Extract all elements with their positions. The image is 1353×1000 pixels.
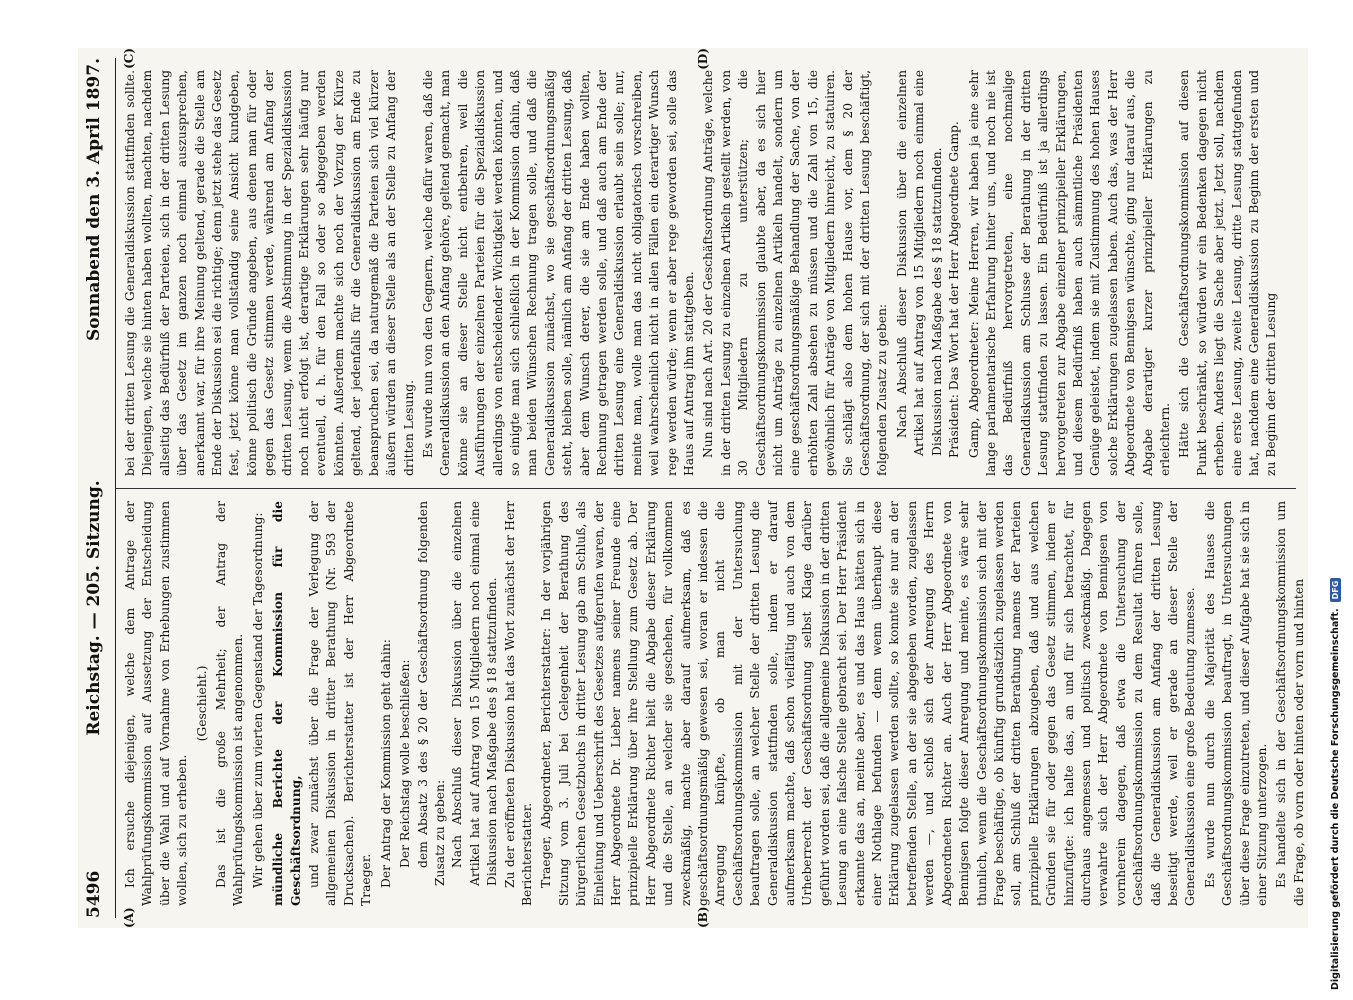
paragraph: Nach Abschluß dieser Diskussion über die einzelnen Artikel hat auf Antrag von 15 Mitgliedern noch einmal eine Diskussion nach Maßgabe des § 18 stattzufinden. xyxy=(894,70,944,456)
agenda-heading: mündliche Berichte der Kommission für die Geschäftsordnung, xyxy=(270,501,303,906)
paragraph: Der Antrag der Kommission geht dahin: xyxy=(378,639,393,888)
paragraph: Der Reichstag wolle beschließen: xyxy=(398,659,413,868)
dfg-logo: DFG xyxy=(1330,578,1341,603)
page-header xyxy=(84,58,116,918)
margin-marker-b: (B) xyxy=(696,906,710,928)
page-number: 5496 xyxy=(84,870,104,918)
paragraph: Es wurde nun von den Gegnern, welche dafür waren, daß die Generaldiskussion an den Anfang gehöre, geltend gemacht, man könne sie an dieser Stelle nicht entbehren, weil die Ausführungen der einzelnen Parteien für die Spezialdiskussion allerdings von entscheidender Wichtigkeit werden könnten, und so einigte man sich schließlich in der Kommission dahin, daß man beiden Wünschen Rechnung tragen solle, und daß die Generaldiskussion zunächst, wo sie geschäftsordnungsmäßig steht, bleiben solle, nämlich am Anfang der dritten Lesung, daß aber dem Wunsch derer, die sie am Ende haben wollten, Rechnung getragen werden solle, und daß auch am Ende der dritten Lesung eine Generaldiskussion erlaubt sein solle; nur, meinte man, wolle man das nicht obligatorisch vorschreiben, weil wahrscheinlich nicht in allen Fällen ein derartiger Wunsch rege werden würde; wenn er aber rege geworden sei, solle das Haus auf Antrag ihm stattgeben. xyxy=(420,70,696,476)
paragraph: (Geschieht.) xyxy=(194,665,209,742)
paragraph: Es wurde nun durch die Majorität des Hauses die Geschäftsordnungskommission beauftragt, in Untersuchungen über diese Frage einzutreten, und dieser Aufgabe hat sie sich in einer Sitzung unterzogen. xyxy=(1202,501,1269,906)
paragraph: Nun sind nach Art. 20 der Geschäftsordnung Anträge, welche in der dritten Lesung zu einzelnen Artikeln gestellt werden, von 30 Mitgliedern zu unterstützen; die Geschäftsordnungskommission glaubte aber, da es sich hier nicht um Anträge zu einzelnen Artikeln handelt, sondern um eine geschäftsordnungsmäßige Behandlung der Sache, von der erhöhten Zahl absehen zu müssen und die Zahl von 15, die gewöhnlich für Anträge von Mitgliedern hinreicht, zu statuiren. Sie schlägt also dem hohen Hause vor, dem § 20 der Geschäftsordnung, der sich mit der dritten Lesung beschäftigt, folgenden Zusatz zu geben: xyxy=(701,70,890,476)
margin-marker-a: (A) xyxy=(122,907,136,928)
paragraph: Das ist die große Mehrheit; der Antrag der Wahlprüfungskommission ist angenommen. xyxy=(214,501,246,906)
paragraph: Ich ersuche diejenigen, welche dem Antrage der Wahlprüfungskommission auf Aussetzung der Entscheidung über die Wahl und auf Vornahme von Erhebungen zustimmen wollen, sich zu erheben. xyxy=(123,501,190,906)
right-column xyxy=(116,58,1296,488)
paragraph: Zu der eröffneten Diskussion hat das Wort zunächst der Herr Berichterstatter. xyxy=(502,501,534,906)
paragraph: und zwar zunächst über die Frage der Verlegung der allgemeinen Diskussion in dritter Berathung (Nr. 593 der Drucksachen). Berichterstatter ist der Herr Abgeordnete Traeger. xyxy=(307,501,374,906)
margin-marker-d: (D) xyxy=(696,48,710,70)
paragraph: dem Absatz 3 des § 20 der Geschäftsordnung folgenden Zusatz zu geben: xyxy=(415,501,447,886)
page-title: Reichstag. — 205. Sitzung. xyxy=(84,480,104,736)
digitization-credit xyxy=(1330,578,1341,990)
text-columns xyxy=(116,48,1306,928)
speech-paragraph: Gamp, Abgeordneter: Meine Herren, wir haben ja eine sehr lange parlamentarische Erfahrung hinter uns, und noch nie ist das Bedürfniß hervorgetreten, eine nochmalige Generaldiskussion am Schlusse der Berathung in der dritten Lesung stattfinden zu lassen. Ein Bedürfniß ist ja allerdings hervorgetreten zur Abgabe einzelner prinzipieller Erklärungen, und diesem Bedürfniß haben auch sämmtliche Präsidenten Genüge geleistet, indem sie mit Zustimmung des hohen Hauses solche Erklärungen zugelassen haben. Auch das, was der Herr Abgeordnete von Bennigsen wünschte, ging nur darauf aus, die Abgabe derartiger kurzer prinzipieller Erklärungen zu erleichtern. xyxy=(966,70,1172,476)
speech-paragraph: Traeger, Abgeordneter, Berichterstatter: In der vorjährigen Sitzung vom 3. Juli bei Gelegenheit der Berathung des bürgerlichen Gesetzbuchs in dritter Lesung gab am Schluß, als Einleitung und Ueberschrift des Gesetzes aufgerufen waren, der Herr Abgeordnete Dr. Lieber namens seiner Freunde eine prinzipielle Erklärung über ihre Stellung zum Gesetz ab. Der Herr Abgeordnete Richter hielt die Abgabe dieser Erklärung und die Stelle, an welcher sie geschehen, für vollkommen zweckmäßig, machte aber darauf aufmerksam, daß es geschäftsordnungsmäßig gewesen sei, woran er indessen die Anregung knüpfte, ob man nicht die Geschäftsordnungskommission mit der Untersuchung beauftragen solle, an welcher Stelle der dritten Lesung die Generaldiskussion stattfinden solle, indem er darauf aufmerksam machte, daß schon vielfältig und auch von dem Urheberrecht der Geschäftsordnung selbst Klage darüber geführt worden sei, daß die allgemeine Diskussion in der dritten Lesung an eine falsche Stelle gebracht sei. Der Herr Präsident erkannte das an, meinte aber, es und das Haus hätten sich in einer Nothlage befunden — denn wenn überhaupt diese Erklärung zugelassen werden sollte, so konnte sie nur an der betreffenden Stelle, an der sie abgegeben worden, zugelassen werden —, und schloß sich der Anregung des Herrn Abgeordneten Richter an. Auch der Herr Abgeordnete von Bennigsen folgte dieser Anregung und meinte, es wäre sehr thunlich, wenn die Geschäftsordnungskommission sich mit der Frage beschäftige, ob künftig grundsätzlich zugelassen werden soll, am Schluß der dritten Berathung namens der Parteien prinzipielle Erklärungen abzugeben, daß und aus welchen Gründen sie für oder gegen das Gesetz stimmen, indem er hinzufügte: ich halte das, an und für sich betrachtet, für durchaus angemessen und politisch zweckmäßig. Dagegen verwahrte sich der Herr Abgeordnete von Bennigsen von vornherein dagegen, daß etwa die Untersuchung der Geschäftsordnungskommission zu dem Resultat führen solle, daß die Generaldiskussion am Anfang der dritten Lesung beseitigt werde, weil er gerade an dieser Stelle der Generaldiskussion eine große Bedeutung zumesse. xyxy=(539,501,1198,906)
paragraph: Nach Abschluß dieser Diskussion über die einzelnen Artikel hat auf Antrag von 15 Mitgliedern noch einmal eine Diskussion nach Maßgabe des § 18 stattzufinden. xyxy=(450,501,500,886)
document-page xyxy=(78,48,1308,928)
president-line: Präsident: Das Wort hat der Herr Abgeordnete Gamp. xyxy=(947,121,962,458)
session-date: Sonnabend den 3. April 1897. xyxy=(84,58,104,341)
paragraph: Wir gehen über zum vierten Gegenstand der Tagesordnung: xyxy=(250,512,265,888)
paragraph: Hätte sich die Geschäftsordnungskommission auf diesen Punkt beschränkt, so würden wir ein Bedenken dagegen nicht erheben. Anders liegt die Sache aber jetzt. Jetzt soll, nachdem eine erste Lesung, zweite Lesung, dritte Lesung stattgefunden hat, nachdem eine Generaldiskussion zu Beginn der ersten und zu Beginn der dritten Lesung xyxy=(1177,70,1279,476)
credit-text: Digitalisierung gefördert durch die Deutsche Forschungsgemeinschaft. xyxy=(1330,608,1341,990)
margin-marker-c: (C) xyxy=(122,48,136,69)
paragraph: Es handelte sich in der Geschäftsordnungskommission um die Frage, ob vorn oder hinten oder vorn und hinten xyxy=(1274,501,1306,906)
paragraph: bei der dritten Lesung die Generaldiskussion stattfinden sollte. Diejenigen, welche sie hinten haben wollten, machten, nachdem allseitig das Bedürfniß der Parteien, sich in der dritten Lesung über das Gesetz im ganzen noch einmal auszusprechen, anerkannt war, für ihre Meinung geltend, gerade die Stelle am Ende der Diskussion sei die richtige; denn jetzt stehe das Gesetz fest, jetzt könne man vollständig seine Ansicht kundgeben, könne politisch die Gründe angeben, aus denen man für oder gegen das Gesetz stimmen werde, während am Anfang der dritten Lesung, wenn die Abstimmung in der Spezialdiskussion noch nicht erfolgt ist, derartige Erklärungen sehr häufig nur eventuell, d. h. für den Fall so oder so abgegeben werden könnten. Außerdem machte sich noch der Vorzug der Kürze geltend, der jedenfalls für die Generaldiskussion am Ende zu beanspruchen sei, da naturgemäß die Parteien sich viel kürzer äußern würden an dieser Stelle als an der Stelle zu Anfang der dritten Lesung. xyxy=(123,70,416,476)
left-column xyxy=(116,488,1306,918)
